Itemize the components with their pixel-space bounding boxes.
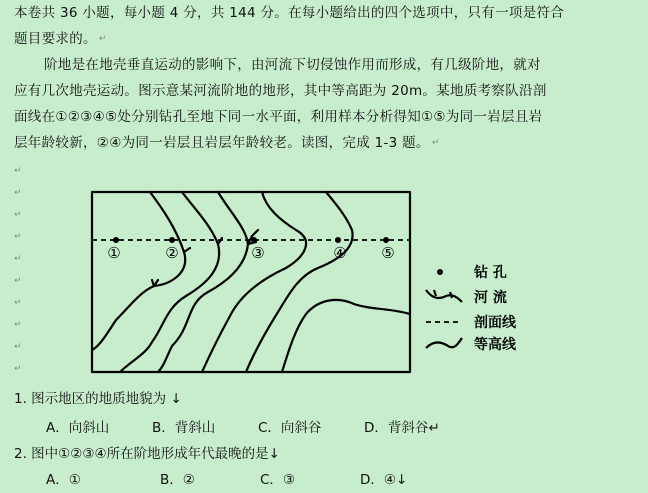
legend-drill-symbol [437,269,443,275]
legend-contour-symbol [426,338,462,348]
paragraph-mark: ↵ [14,210,22,220]
instructions [14,0,638,52]
contour-line [92,192,185,350]
drill-label-5: ⑤ [381,244,395,262]
drill-hole [251,237,257,243]
question-2-option-b: B．② [160,472,195,488]
question-2-option-d: D．④↓ [360,472,408,488]
legend-river-symbol [426,290,462,302]
paragraph-mark: ↵ [14,232,22,242]
legend-river-label: 河 流 [474,290,507,306]
drill-hole [383,237,389,243]
drill-label-2: ② [165,244,179,262]
question-1-option-b: B．背斜山 [152,420,216,436]
paragraph-mark: ↵ [14,320,22,330]
paragraph-mark: ↵ [14,342,22,352]
passage-line-3: 面线在①②③④⑤处分别钻孔至地下同一水平面，利用样本分析得知①⑤为同一岩层且岩 [14,109,543,125]
drill-label-1: ① [107,244,121,262]
question-1-option-c: C．向斜谷 [258,420,322,436]
passage-line-4: 层年龄较新，②④为同一岩层且岩层年龄较老。读图，完成 1-3 题。 ↵ [14,135,440,151]
paragraph-mark: ↵ [14,298,22,308]
instructions-line-2: 题目要求的。 ↵ [14,31,107,47]
drill-hole [113,237,119,243]
paragraph-mark: ↵ [14,364,22,374]
question-2-option-a: A．① [46,472,81,488]
paragraph-mark: ↵ [98,34,107,44]
legend [426,264,517,353]
legend-profile-label: 剖面线 [474,315,516,331]
instructions-line-1: 本卷共 36 小题，每小题 4 分，共 144 分。在每小题给出的四个选项中，只有一项是符合 [14,5,565,21]
map-frame [92,192,410,372]
paragraph-mark: ↵ [14,188,22,198]
passage-line-1: 阶地是在地壳垂直运动的影响下，由河流下切侵蚀作用而形成，有几级阶地，就对 [44,57,541,73]
contour-line [282,300,410,372]
paragraph-mark: ↵ [431,138,440,148]
question-1-option-a: A．向斜山 [46,420,110,436]
question-1-option-d: D．背斜谷↵ [364,420,440,436]
legend-contour-label: 等高线 [474,337,516,353]
passage [14,52,638,156]
drill-hole [335,237,341,243]
drill-label-3: ③ [251,244,265,262]
question-1-stem: 1. 图示地区的地质地貌为 ↓ [14,391,182,407]
drill-hole [169,237,175,243]
paragraph-mark: ↵ [14,166,22,176]
paragraph-mark: ↵ [14,254,22,264]
paragraph-mark: ↵ [14,276,22,286]
legend-drill-label: 钻 孔 [474,265,507,281]
question-2-stem: 2. 图中①②③④所在阶地形成年代最晚的是↓ [14,446,280,462]
drill-label-4: ④ [333,244,347,262]
passage-line-2: 应有几次地壳运动。图示意某河流阶地的地形，其中等高距为 20m。某地质考察队沿剖 [14,83,547,99]
terrace-terrain-figure [90,186,540,376]
question-2-option-c: C．③ [260,472,296,488]
